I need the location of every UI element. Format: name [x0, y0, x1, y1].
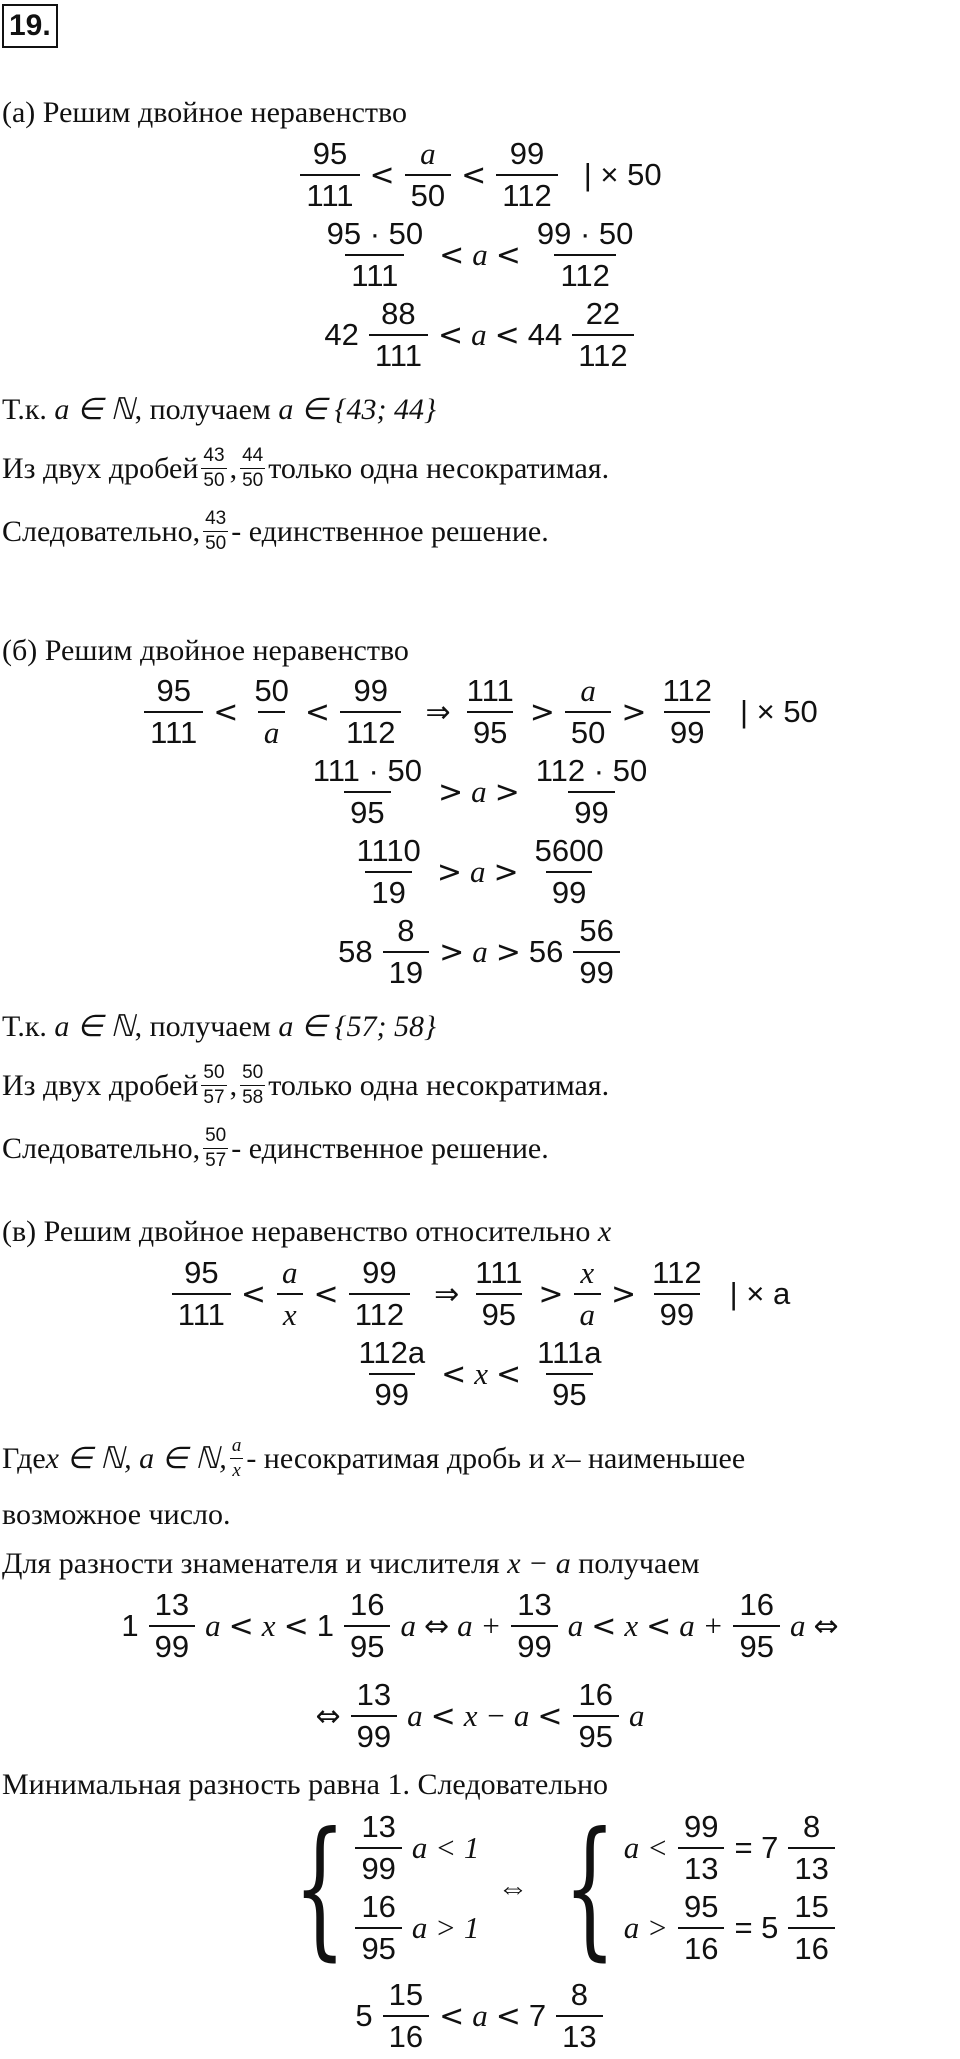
fraction: 99 112 [340, 674, 401, 750]
fraction: $\frac{16}{95}$ [733, 1588, 779, 1664]
fraction: 111 95 [475, 1255, 523, 1332]
fraction: 16 95 [344, 1588, 390, 1664]
fraction: a x [276, 1256, 304, 1332]
fraction: a 50 [565, 674, 611, 750]
problem-number: 19. [2, 4, 58, 48]
fraction: 1110 19 [356, 833, 421, 910]
fraction: 88 111 [369, 297, 428, 373]
part-c-final: 5 15 16 < a < 7 8 13 [0, 1978, 960, 2054]
fraction: 13 99 [149, 1588, 195, 1664]
part-c-line2: 112a 99 < x < 111a 95 [0, 1336, 960, 1412]
fraction: 43 50 [205, 508, 227, 554]
left-brace: { [293, 1801, 346, 1975]
fraction: 50 a [254, 673, 289, 750]
left-brace: { [563, 1801, 617, 1975]
fraction: a 50 [405, 137, 451, 213]
fraction: 95 · 50 111 [326, 216, 424, 293]
fraction: 13 99 [351, 1678, 397, 1754]
fraction: 111 · 50 95 [312, 753, 422, 830]
fraction: 99 112 [349, 1256, 410, 1332]
fraction: 43 50 [203, 445, 225, 491]
fraction: 5600 99 [534, 833, 604, 910]
fraction: $\frac{99}{13}$ [678, 1810, 724, 1886]
part-c-heading: (в) Решим двойное неравенство относительно x [2, 1215, 612, 1248]
fraction: 99 · 50 112 [536, 216, 634, 293]
part-a-line1: 95 111 < a 50 < 99 112 | × 50 [0, 137, 960, 213]
fraction: 8 19 [383, 914, 429, 990]
fraction: 15 16 [383, 1978, 429, 2054]
part-a-heading: (а) Решим двойное неравенство [2, 96, 407, 129]
part-c-where-line2: возможное число. [2, 1498, 231, 1531]
part-b-heading: (б) Решим двойное неравенство [2, 634, 409, 667]
part-a-two-fractions: Из двух дробей 43 50 , 44 50 только одна несократимая. [2, 445, 610, 491]
fraction: 50 58 [242, 1062, 264, 1108]
fraction: 95 111 [144, 674, 203, 750]
part-b-two-fractions: Из двух дробей 50 57 , 50 58 только одна несократимая. [2, 1062, 610, 1108]
part-a-line2: 95 · 50 111 < a < 99 · 50 112 [0, 217, 960, 293]
part-c-system: { 13 99 a < 1 16 95 a > 1 ⇔ { a < $\frac{99}{13}$ = 7 8 13 a > $\frac{95}{16}$ = 5 15 16 [272, 1810, 837, 1966]
fraction: x a [574, 1256, 602, 1332]
fraction: 13 99 [355, 1810, 401, 1886]
part-c-where: Где x ∈ ℕ, a ∈ ℕ, a x - несократимая дробь и x – наименьшее [2, 1435, 746, 1481]
part-c-min: Минимальная разность равна 1. Следовательно [2, 1768, 609, 1801]
part-c-line3: 1 13 99 a < x < 1 16 95 a ⇔ a + $\frac{13}{99}$ a < x < a + $\frac{16}{95}$ a ⇔ [121, 1587, 839, 1664]
part-a-conclusion: Следовательно, 43 50 - единственное решение. [2, 508, 549, 554]
fraction: 112 99 [662, 673, 712, 750]
fraction: 50 57 [203, 1062, 225, 1108]
part-b-line1: 95 111 < 50 a < 99 112 ⇒ 111 95 > a 50 > 112 99 | × 50 [0, 674, 960, 750]
part-b-line3: 1110 19 > a > 5600 99 [0, 834, 960, 910]
fraction: 112 99 [652, 1255, 702, 1332]
part-c-line1: 95 111 < a x < 99 112 ⇒ 111 95 > x a > 112 99 | × a [0, 1256, 960, 1332]
fraction: $\frac{13}{99}$ [511, 1588, 557, 1664]
fraction: 95 111 [172, 1256, 231, 1332]
part-a-since: Т.к. a ∈ ℕ, получаем a ∈ {43; 44} [2, 393, 437, 426]
fraction: 56 99 [573, 914, 619, 990]
fraction: 95 111 [300, 137, 359, 213]
fraction: $\frac{95}{16}$ [678, 1890, 724, 1966]
part-a-line3: 42 88 111 < a < 44 22 112 [0, 297, 960, 373]
fraction: 8 13 [788, 1810, 834, 1886]
fraction: 99 112 [496, 137, 557, 213]
fraction: 16 95 [573, 1678, 619, 1754]
fraction: 15 16 [788, 1890, 834, 1966]
fraction: 112a 99 [358, 1335, 426, 1412]
fraction: 50 57 [205, 1125, 227, 1171]
part-c-line4: ⇔ 13 99 a < x − a < 16 95 a [315, 1677, 645, 1754]
fraction: 44 50 [242, 445, 264, 491]
fraction: 111 95 [466, 673, 514, 750]
fraction: 22 112 [572, 297, 633, 373]
part-b-line2: 111 · 50 95 > a > 112 · 50 99 [0, 754, 960, 830]
part-b-line4: 58 8 19 > a > 56 56 99 [0, 914, 960, 990]
fraction: 111a 95 [537, 1335, 602, 1412]
fraction: 8 13 [556, 1978, 602, 2054]
part-b-since: Т.к. a ∈ ℕ, получаем a ∈ {57; 58} [2, 1010, 437, 1043]
fraction: 112 · 50 99 [535, 753, 648, 830]
fraction: a x [231, 1435, 242, 1481]
fraction: 16 95 [355, 1890, 401, 1966]
part-b-conclusion: Следовательно, 50 57 - единственное решение. [2, 1125, 549, 1171]
part-c-difference: Для разности знаменателя и числителя x − a получаем [2, 1547, 700, 1580]
